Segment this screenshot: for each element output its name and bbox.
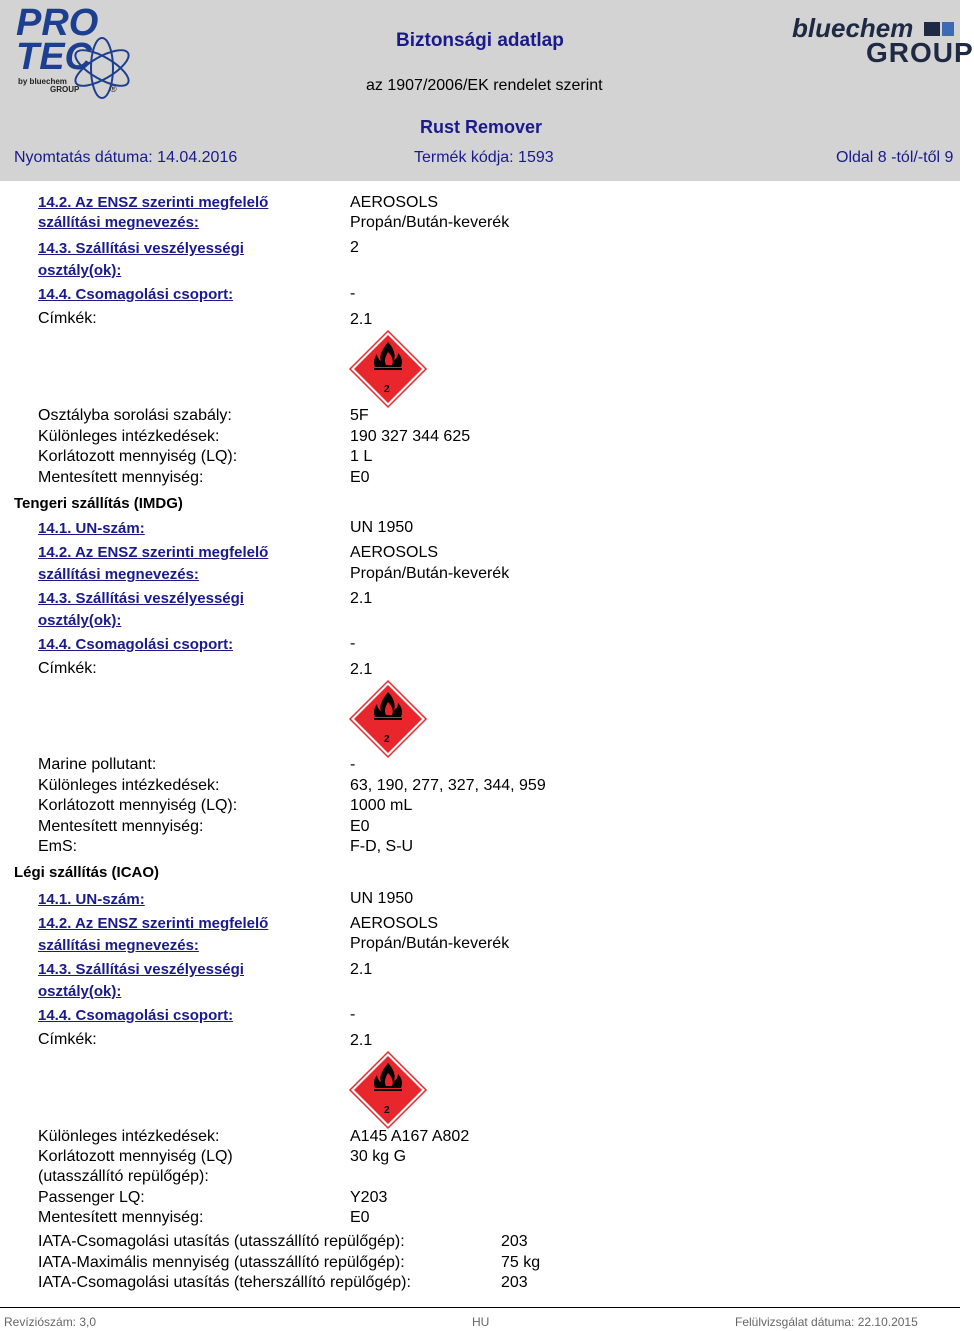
excepted-quantity-value-1: E0	[350, 469, 370, 486]
labels-value-3: 2.1	[350, 1032, 373, 1049]
imdg-heading: Tengeri szállítás (IMDG)	[14, 495, 183, 512]
shipping-name-label-2a: 14.2. Az ENSZ szerinti megfelelő	[38, 544, 269, 561]
limited-quantity-value-1: 1 L	[350, 448, 373, 465]
bluechem-logo-square2-icon	[942, 22, 954, 36]
special-provisions-label-3: Különleges intézkedések:	[38, 1128, 220, 1145]
shipping-name-label-2b: szállítási megnevezés:	[38, 566, 199, 583]
language-code: HU	[472, 1315, 490, 1329]
passenger-lq-value: Y203	[350, 1189, 388, 1206]
labels-label-2: Címkék:	[38, 660, 97, 677]
hazard-class-label-1b: osztály(ok):	[38, 262, 122, 279]
un-number-value-3: UN 1950	[350, 890, 414, 907]
flammable-gas-label-2	[349, 680, 427, 758]
bluechem-logo	[790, 12, 974, 68]
document-title: Biztonsági adatlap	[396, 30, 564, 51]
packing-group-value-3: -	[350, 1006, 356, 1023]
document-header	[0, 0, 974, 181]
packing-group-label-2: 14.4. Csomagolási csoport:	[38, 636, 234, 653]
excepted-quantity-value-3: E0	[350, 1209, 370, 1226]
hazard-class-label-3a: 14.3. Szállítási veszélyességi	[38, 961, 244, 978]
iata-max-quantity-label: IATA-Maximális mennyiség (utasszállító repülőgép):	[38, 1254, 405, 1271]
marine-pollutant-value: -	[350, 756, 356, 773]
hazard-class-label-3b: osztály(ok):	[38, 983, 122, 1000]
protec-logo-by: by bluechem	[18, 77, 67, 86]
hazard-class-value-3: 2.1	[350, 961, 373, 978]
classification-code-label: Osztályba sorolási szabály:	[38, 407, 232, 424]
shipping-name-value-3a: AEROSOLS	[350, 915, 439, 932]
product-code: Termék kódja: 1593	[414, 149, 554, 166]
hazard-class-label-2a: 14.3. Szállítási veszélyességi	[38, 590, 244, 607]
limited-quantity-label-1: Korlátozott mennyiség (LQ):	[38, 448, 238, 465]
shipping-name-value-1a: AEROSOLS	[350, 194, 439, 211]
excepted-quantity-label-1: Mentesített mennyiség:	[38, 469, 204, 486]
shipping-name-label-3a: 14.2. Az ENSZ szerinti megfelelő	[38, 915, 269, 932]
hazard-class-label-2b: osztály(ok):	[38, 612, 122, 629]
un-number-label-2: 14.1. UN-szám:	[38, 520, 145, 537]
iata-packing-passenger-label: IATA-Csomagolási utasítás (utasszállító repülőgép):	[38, 1233, 405, 1250]
protec-logo-line1: PRO	[16, 2, 99, 44]
icao-heading: Légi szállítás (ICAO)	[14, 864, 160, 881]
limited-quantity-label-2: Korlátozott mennyiség (LQ):	[38, 797, 238, 814]
revision-number: Revíziószám: 3,0	[4, 1315, 97, 1329]
product-name: Rust Remover	[420, 117, 543, 137]
passenger-lq-label: Passenger LQ:	[38, 1189, 145, 1206]
footer-divider	[0, 1307, 960, 1308]
shipping-name-label-1b: szállítási megnevezés:	[38, 214, 199, 231]
bluechem-logo-square-icon	[924, 22, 940, 36]
page-number: Oldal 8 -tól/-től 9	[836, 149, 954, 166]
special-provisions-value-3: A145 A167 A802	[350, 1128, 470, 1145]
protec-logo-group: GROUP	[50, 85, 80, 94]
marine-pollutant-label: Marine pollutant:	[38, 756, 157, 773]
flammable-gas-class-number-2: 2	[384, 734, 390, 745]
document-subtitle: az 1907/2006/EK rendelet szerint	[366, 77, 603, 94]
un-number-value-2: UN 1950	[350, 519, 414, 536]
excepted-quantity-label-2: Mentesített mennyiség:	[38, 818, 204, 835]
hazard-class-value-1: 2	[350, 239, 359, 256]
un-number-label-3: 14.1. UN-szám:	[38, 891, 145, 908]
protec-logo-line2: TEC	[16, 36, 92, 78]
flame-icon	[349, 330, 427, 408]
shipping-name-value-1b: Propán/Bután-keverék	[350, 214, 510, 231]
hazard-class-label-1a: 14.3. Szállítási veszélyességi	[38, 240, 244, 257]
shipping-name-value-3b: Propán/Bután-keverék	[350, 935, 510, 952]
excepted-quantity-value-2: E0	[350, 818, 370, 835]
packing-group-value-1: -	[350, 285, 356, 302]
flammable-gas-class-number-3: 2	[384, 1105, 390, 1116]
packing-group-label-1: 14.4. Csomagolási csoport:	[38, 286, 234, 303]
limited-quantity-label-3b: (utasszállító repülőgép):	[38, 1168, 209, 1185]
special-provisions-value-2: 63, 190, 277, 327, 344, 959	[350, 777, 546, 794]
flammable-gas-label-3	[349, 1051, 427, 1129]
iata-max-quantity-value: 75 kg	[501, 1254, 541, 1271]
special-provisions-label-1: Különleges intézkedések:	[38, 428, 220, 445]
hazard-class-value-2: 2.1	[350, 590, 373, 607]
bluechem-logo-line1: bluechem	[792, 13, 914, 43]
limited-quantity-value-3: 30 kg G	[350, 1148, 407, 1165]
special-provisions-value-1: 190 327 344 625	[350, 428, 471, 445]
ems-value: F-D, S-U	[350, 838, 414, 855]
protec-logo-reg: ®	[110, 84, 117, 94]
print-date: Nyomtatás dátuma: 14.04.2016	[14, 149, 238, 166]
flame-icon	[349, 680, 427, 758]
labels-value-2: 2.1	[350, 661, 373, 678]
labels-value-1: 2.1	[350, 311, 373, 328]
flammable-gas-label-1	[349, 330, 427, 408]
labels-label-1: Címkék:	[38, 310, 97, 327]
limited-quantity-label-3a: Korlátozott mennyiség (LQ)	[38, 1148, 233, 1165]
bluechem-logo-line2: GROUP	[866, 37, 974, 68]
flammable-gas-class-number-1: 2	[384, 384, 390, 395]
shipping-name-value-2b: Propán/Bután-keverék	[350, 565, 510, 582]
iata-packing-cargo-label: IATA-Csomagolási utasítás (teherszállító repülőgép):	[38, 1274, 411, 1291]
excepted-quantity-label-3: Mentesített mennyiség:	[38, 1209, 204, 1226]
labels-label-3: Címkék:	[38, 1031, 97, 1048]
iata-packing-cargo-value: 203	[501, 1274, 528, 1291]
shipping-name-value-2a: AEROSOLS	[350, 544, 439, 561]
limited-quantity-value-2: 1000 mL	[350, 797, 413, 814]
shipping-name-label-1a: 14.2. Az ENSZ szerinti megfelelő	[38, 194, 269, 211]
review-date: Felülvizsgálat dátuma: 22.10.2015	[735, 1315, 918, 1329]
classification-code-value: 5F	[350, 407, 369, 424]
packing-group-label-3: 14.4. Csomagolási csoport:	[38, 1007, 234, 1024]
special-provisions-label-2: Különleges intézkedések:	[38, 777, 220, 794]
protec-logo	[14, 4, 139, 96]
ems-label: EmS:	[38, 838, 78, 855]
iata-packing-passenger-value: 203	[501, 1233, 528, 1250]
packing-group-value-2: -	[350, 635, 356, 652]
flame-icon	[349, 1051, 427, 1129]
shipping-name-label-3b: szállítási megnevezés:	[38, 937, 199, 954]
